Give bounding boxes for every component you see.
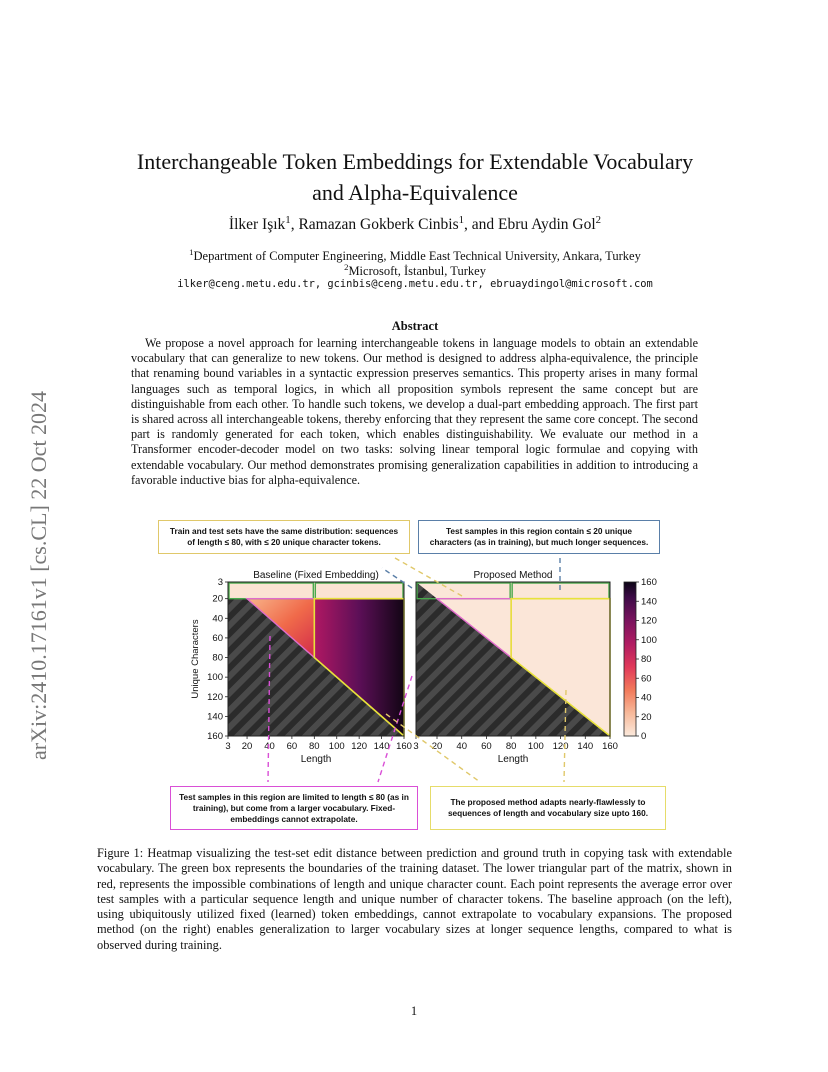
x-tick-label: 120 <box>552 741 569 752</box>
figure-heatmaps <box>150 514 675 832</box>
x-tick-label: 120 <box>351 741 368 752</box>
y-tick-label: 20 <box>212 593 223 605</box>
x-tick-label: 3 <box>413 741 419 752</box>
colorbar-tick-label: 0 <box>641 731 647 742</box>
y-tick-label: 3 <box>217 577 223 588</box>
y-axis-label: Unique Characters <box>190 619 201 699</box>
arxiv-stamp <box>24 300 54 760</box>
x-tick-label: 80 <box>505 741 517 752</box>
x-tick-label: 40 <box>264 741 275 752</box>
author-name: Ebru Aydin Gol <box>498 216 596 233</box>
y-tick-label: 40 <box>212 613 223 625</box>
colorbar-tick-label: 20 <box>641 711 652 723</box>
y-tick-label: 160 <box>207 731 223 742</box>
author-affiliation-mark: 1 <box>458 213 465 226</box>
affiliation-mark: 2 <box>344 261 349 272</box>
x-tick-label: 140 <box>577 741 594 752</box>
affiliation-text: Department of Computer Engineering, Middle East Technical University, Ankara, Turkey <box>193 249 641 263</box>
author-name: Ramazan Gokberk Cinbis <box>298 216 459 233</box>
x-tick-label: 60 <box>481 741 492 752</box>
colorbar-tick-label: 60 <box>641 673 652 685</box>
x-tick-label: 20 <box>431 741 443 752</box>
page-number: 1 <box>410 1004 418 1018</box>
y-tick-label: 60 <box>212 632 223 644</box>
affiliation-text: Microsoft, İstanbul, Turkey <box>348 264 486 278</box>
charts-root <box>190 558 657 782</box>
chart-title: Proposed Method <box>473 570 553 581</box>
author-affiliation-mark: 2 <box>595 213 602 226</box>
colorbar-tick-label: 160 <box>641 577 657 588</box>
x-tick-label: 60 <box>286 741 298 752</box>
x-tick-label: 80 <box>309 741 320 752</box>
abstract-heading: Abstract <box>391 319 439 333</box>
callout-train-distribution: Train and test sets have the same distribution: sequences of length ≤ 80, with ≤ 20 unique character tokens. <box>158 520 410 554</box>
callout-larger-vocabulary: Test samples in this region are limited to length ≤ 80 (as in training), but come from a larger vocabulary. Fixed-embeddings cannot extrapolate. <box>170 786 418 830</box>
arxiv-stamp-text: arXiv:2410.17161v1 [cs.CL] 22 Oct 2024 <box>26 390 51 760</box>
author-emails: ilker@ceng.metu.edu.tr, gcinbis@ceng.metu.edu.tr, ebruaydingol@microsoft.com <box>177 278 653 290</box>
figure-caption: Figure 1: Heatmap visualizing the test-set edit distance between prediction and ground truth in copying task with extendable vocabulary. The green box represents the boundaries of the training dataset. The lower triangular part of the matrix, shown in red, represents the impossible combinations of length and unique character count. Each point represents the average error over test samples with a particular sequence length and unique number of character tokens. The baseline approach (on the left), using ubiquitously utilized fixed (learned) token embeddings, cannot extrapolate to vocabulary expansions. The proposed method (on the right) enables generalization to larger vocabulary sizes at longer sequence lengths, compared to what is observed during training. <box>97 846 732 952</box>
paper-title-line-1: Interchangeable Token Embeddings for Extendable Vocabulary <box>136 149 694 174</box>
paper-title <box>90 146 740 208</box>
y-tick-label: 140 <box>207 711 223 723</box>
author-separator: , and <box>464 216 499 233</box>
colorbar-tick-label: 40 <box>641 692 652 704</box>
author-affiliation-mark: 1 <box>285 213 291 226</box>
affiliation-2 <box>90 261 740 279</box>
colorbar-tick-label: 120 <box>641 615 657 627</box>
x-tick-label: 140 <box>373 741 390 752</box>
x-tick-label: 160 <box>602 741 618 752</box>
author-name: İlker Işık <box>228 216 286 233</box>
y-tick-label: 120 <box>207 691 223 703</box>
colorbar-tick-label: 140 <box>641 596 657 608</box>
author-list <box>90 213 740 234</box>
abstract-body: We propose a novel approach for learning interchangeable tokens in language models to obtain an extendable vocabulary that can generalize to new tokens. Our method is designed to address alpha-equivalence, the principle that renaming bound variables in a syntactic expression preserves semantics. This property arises in many formal languages such as temporal logics, in which all proposition symbols represent the same concept but are distinguishable from each other. To handle such tokens, we develop a dual-part embedding approach. The first part is shared across all interchangeable tokens, thereby enforcing that they represent the same core concept. The second part is randomly generated for each token, which enables distinguishability. We evaluate our method in a Transformer encoder-decoder model on two tasks: solving linear temporal logic formulae and copying with extendable vocabulary. Our method demonstrates promising generalization capabilities in addition to introducing a favorable inductive bias for alpha-equivalence. <box>131 336 698 487</box>
x-axis-label: Length <box>497 754 529 765</box>
affiliation-mark: 1 <box>189 246 194 257</box>
affiliation-1 <box>90 246 740 264</box>
x-tick-label: 100 <box>527 741 544 752</box>
y-tick-label: 100 <box>207 672 223 684</box>
x-tick-label: 100 <box>328 741 345 752</box>
figure-1 <box>150 514 675 832</box>
x-axis-label: Length <box>300 754 332 765</box>
paper-title-line-2: and Alpha-Equivalence <box>312 180 518 205</box>
x-tick-label: 3 <box>225 741 231 752</box>
colorbar-tick-label: 100 <box>641 634 657 646</box>
author-separator: , <box>290 216 299 233</box>
x-tick-label: 20 <box>241 741 253 752</box>
y-tick-label: 80 <box>212 652 223 664</box>
x-tick-label: 160 <box>396 741 412 752</box>
chart-title: Baseline (Fixed Embedding) <box>253 570 379 581</box>
callout-longer-sequences: Test samples in this region contain ≤ 20 unique characters (as in training), but much longer sequences. <box>418 520 660 554</box>
colorbar <box>624 582 636 736</box>
x-tick-label: 40 <box>456 741 468 752</box>
callout-proposed-extrapolation: The proposed method adapts nearly-flawlessly to sequences of length and vocabulary size upto 160. <box>430 786 666 830</box>
colorbar-tick-label: 80 <box>641 654 652 665</box>
